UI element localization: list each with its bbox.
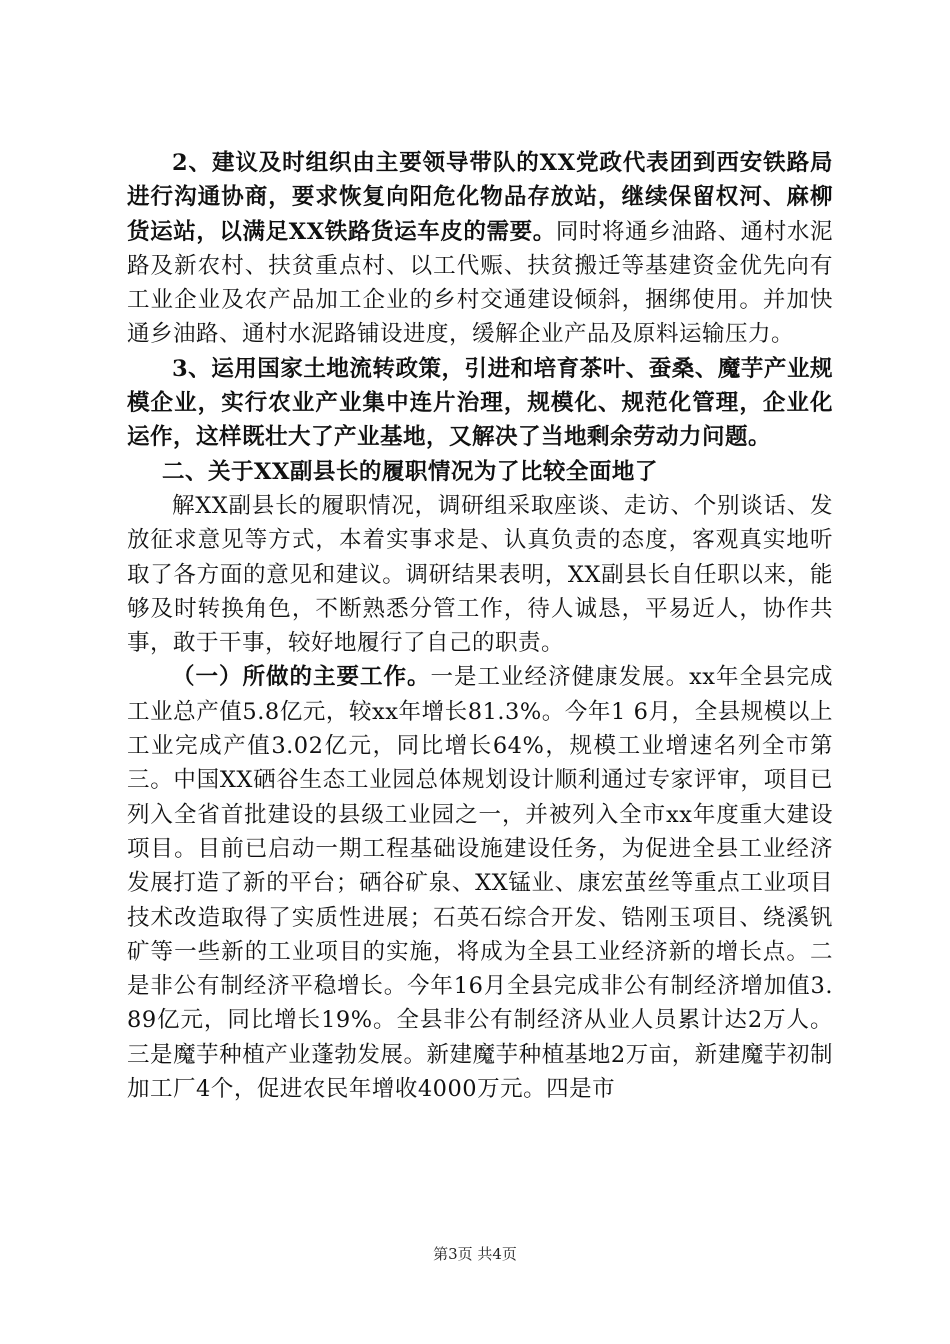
main-work-heading: （一）所做的主要工作。 <box>172 664 431 691</box>
page-footer: 第3页 共4页 <box>433 1245 517 1263</box>
paragraph-suggestion-2 <box>127 146 833 352</box>
suggestion-2-bold-text: 2、建议及时组织由主要领导带队的XX党政代表团到西安铁路局进行沟通协商，要求恢复向阳危化物品存放站，继续保留权河、麻柳货运站，以满足XX铁路货运车皮的需要。 <box>127 150 833 245</box>
main-work-text: 一是工业经济健康发展。xx年全县完成工业总产值5.8亿元，较xx年增长81.3%。今年1 6月，全县规模以上工业完成产值3.02亿元，同比增长64%，规模工业增速名列全市第三。中国XX硒谷生态工业园总体规划设计顺利通过专家评审，项目已列入全省首批建设的县级工业园之一，并被列入全市xx年度重大建设项目。目前已启动一期工程基础设施建设任务，为促进全县工业经济发展打造了新的平台；硒谷矿泉、XX锰业、康宏茧丝等重点工业项目技术改造取得了实质性进展；石英石综合开发、锆刚玉项目、绕溪钒矿等一些新的工业项目的实施，将成为全县工业经济新的增长点。二是非公有制经济平稳增长。今年16月全县完成非公有制经济增加值3.89亿元，同比增长19%。全县非公有制经济从业人员累计达2万人。三是魔芋种植产业蓬勃发展。新建魔芋种植基地2万亩，新建魔芋初制加工厂4个，促进农民年增收4000万元。四是市 <box>127 664 833 1103</box>
paragraph-section-2-body: 解XX副县长的履职情况，调研组采取座谈、走访、个别谈话、发放征求意见等方式，本着实事求是、认真负责的态度，客观真实地听取了各方面的意见和建议。调研结果表明，XX副县长自任职以来，能够及时转换角色，不断熟悉分管工作，待人诚恳，平易近人，协作共事，敢于干事，较好地履行了自己的职责。 <box>127 492 833 657</box>
document-body <box>127 146 833 1106</box>
section-2-heading: 二、关于XX副县长的履职情况为了比较全面地了 <box>162 458 658 485</box>
paragraph-suggestion-3: 3、运用国家土地流转政策，引进和培育茶叶、蚕桑、魔芋产业规模企业，实行农业产业集中连片治理，规模化、规范化管理，企业化运作，这样既壮大了产业基地，又解决了当地剩余劳动力问题。 <box>127 355 833 451</box>
suggestion-2-continuation: 同时将通乡油路、通村水泥路及新农村、扶贫重点村、以工代赈、扶贫搬迁等基建资金优先向有工业企业及农产品加工企业的乡村交通建设倾斜，捆绑使用。并加快通乡油路、通村水泥路铺设进度，缓解企业产品及原料运输压力。 <box>127 218 833 348</box>
paragraph-main-work <box>127 660 833 1106</box>
